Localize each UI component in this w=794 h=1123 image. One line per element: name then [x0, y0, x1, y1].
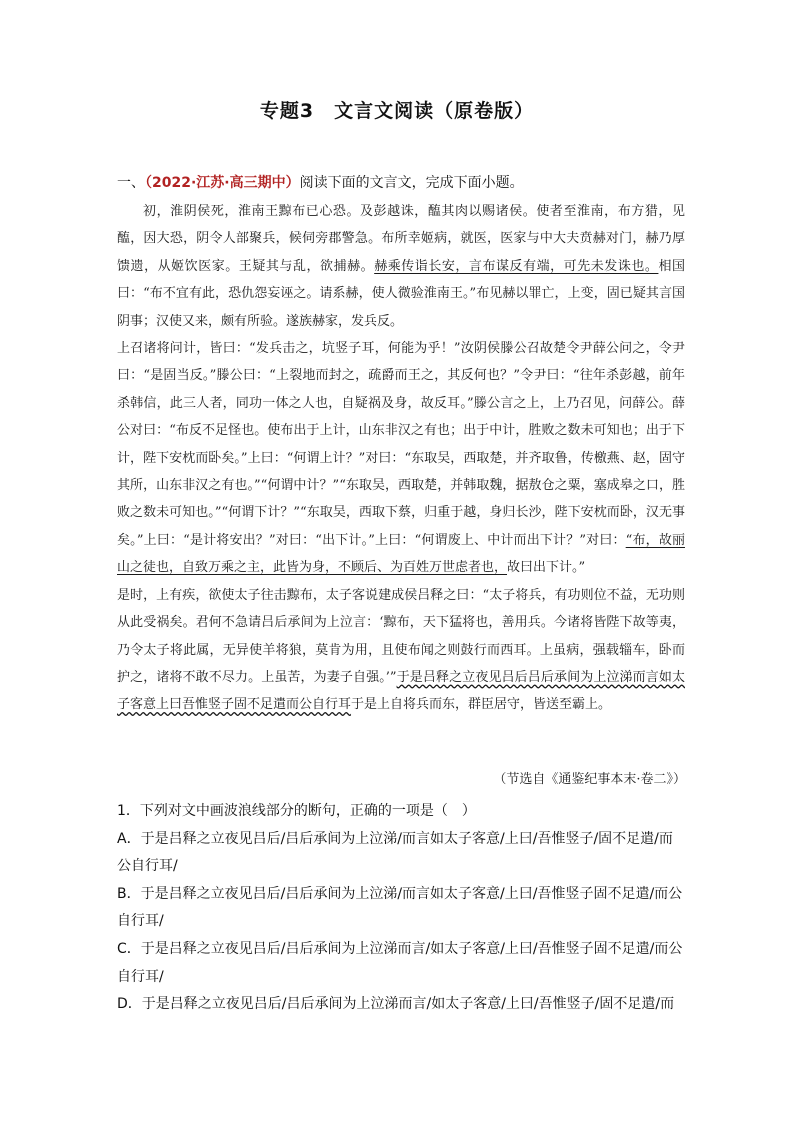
- question-source: （2022·江苏·高三期中）: [145, 175, 300, 191]
- question-number: 一、: [117, 175, 145, 191]
- option-d: D．于是吕释之立夜见吕后/吕后承间为上泣涕而言/如太子客意/上曰/吾惟竖子/固不足遣/而: [117, 996, 675, 1013]
- underlined-sentence-1: 赫乘传诣长安，言布谋反有端，可先未发诛也。: [374, 258, 659, 274]
- underlined-sentence-2: “布，故丽山之徒也，自致万乘之主，此皆为身，不顾后、为百姓万世虑者也，: [117, 532, 685, 576]
- passage-paragraph-3: [117, 582, 685, 719]
- passage-text: 上召诸将问计，皆曰：“发兵击之，坑竖子耳，何能为乎！”汝阴侯滕公召故楚令尹薛公问之，令尹曰：“是固当反。”滕公曰：“上裂地而封之，疏爵而王之，其反何也？”令尹曰：“往年杀彭越，前年杀韩信，此三人者，同功一体之人也，自疑祸及身，故反耳。”滕公言之上，上乃召见，问薛公。薛公对曰：“布反不足怪也。使布出于上计，山东非汉之有也；出于中计，胜败之数未可知也；出于下计，陛下安枕而卧矣。”上曰：“何谓上计？”对曰：“东取吴，西取楚，并齐取鲁，传檄燕、赵，固守其所，山东非汉之有也。”“何谓中计？”“东取吴，西取楚，并韩取魏，据敖仓之粟，塞成皋之口，胜败之数未可知也。”“何谓下计？”“东取吴，西取下蔡，归重于越，身归长沙，陛下安枕而卧，汉无事矣。”上曰：“是计将安出？”对曰：“出下计。”上曰：“何谓废上、中计而出下计？”对曰：: [117, 341, 685, 548]
- passage-source-note: （节选自《通鉴纪事本末·卷二》）: [493, 772, 686, 787]
- passage-text: 于是上自将兵而东，群臣居守，皆送至霸上。: [351, 697, 612, 713]
- question-1: [117, 798, 683, 1019]
- passage-text: 相国曰：“布不宜有此，恐仇怨妄诬之。请系赫，使人微验淮南王。”布见赫以罪亡，上变，固已疑其言国阴事；汉使又来，颇有所验。遂族赫家，发兵反。: [117, 258, 685, 329]
- passage-paragraph-1: [117, 198, 685, 335]
- passage-text: 初，淮阴侯死，淮南王黥布已心恐。及彭越诛，醢其肉以赐诸侯。使者至淮南，布方猎，见醢，因大恐，阴令人部聚兵，候伺旁郡警急。布所幸姬病，就医，医家与中大夫贲赫对门，赫乃厚馈遗，从姬饮医家。王疑其与乱，欲捕赫。: [117, 204, 685, 274]
- question-stem: 1．下列对文中画波浪线部分的断句，正确的一项是（ ）: [117, 803, 476, 819]
- passage-text: 是时，上有疾，欲使太子往击黥布，太子客说建成侯吕释之曰：“太子将兵，有功则位不益，无功则从此受祸矣。君何不急请吕后承间为上泣言：‘黥布，天下猛将也，善用兵。今诸将皆陛下故等夷，乃令太子将此属，无异使羊将狼，莫肯为用，且使布闻之则鼓行而西耳。上虽病，强载辎车，卧而护之，诸将不敢不尽力。上虽苦，为妻子自强。’”: [117, 587, 685, 685]
- question-header: [117, 172, 697, 192]
- option-c: C．于是吕释之立夜见吕后/吕后承间为上泣涕而言/如太子客意/上曰/吾惟竖子固不足遣/而公自行耳/: [117, 940, 683, 985]
- page-title: 专题3 文言文阅读（原卷版）: [259, 100, 535, 122]
- passage-paragraph-2: [117, 335, 685, 582]
- passage-text: 故曰出下计。”: [507, 560, 586, 576]
- question-instruction: 阅读下面的文言文，完成下面小题。: [299, 175, 524, 191]
- classical-passage: [117, 198, 685, 719]
- option-b: B．于是吕释之立夜见吕后/吕后承间为上泣涕/而言如太子客意/上曰/吾惟竖子固不足遣/而公自行耳/: [117, 885, 683, 930]
- option-a: A．于是吕释之立夜见吕后/吕后承间为上泣涕/而言如太子客意/上曰/吾惟竖子/固不足遣/而公自行耳/: [117, 830, 673, 875]
- wavy-underlined-sentence: 于是吕释之立夜见吕后吕后承间为上泣涕而言如太子客意上曰吾惟竖子固不足遣而公自行耳: [117, 669, 685, 713]
